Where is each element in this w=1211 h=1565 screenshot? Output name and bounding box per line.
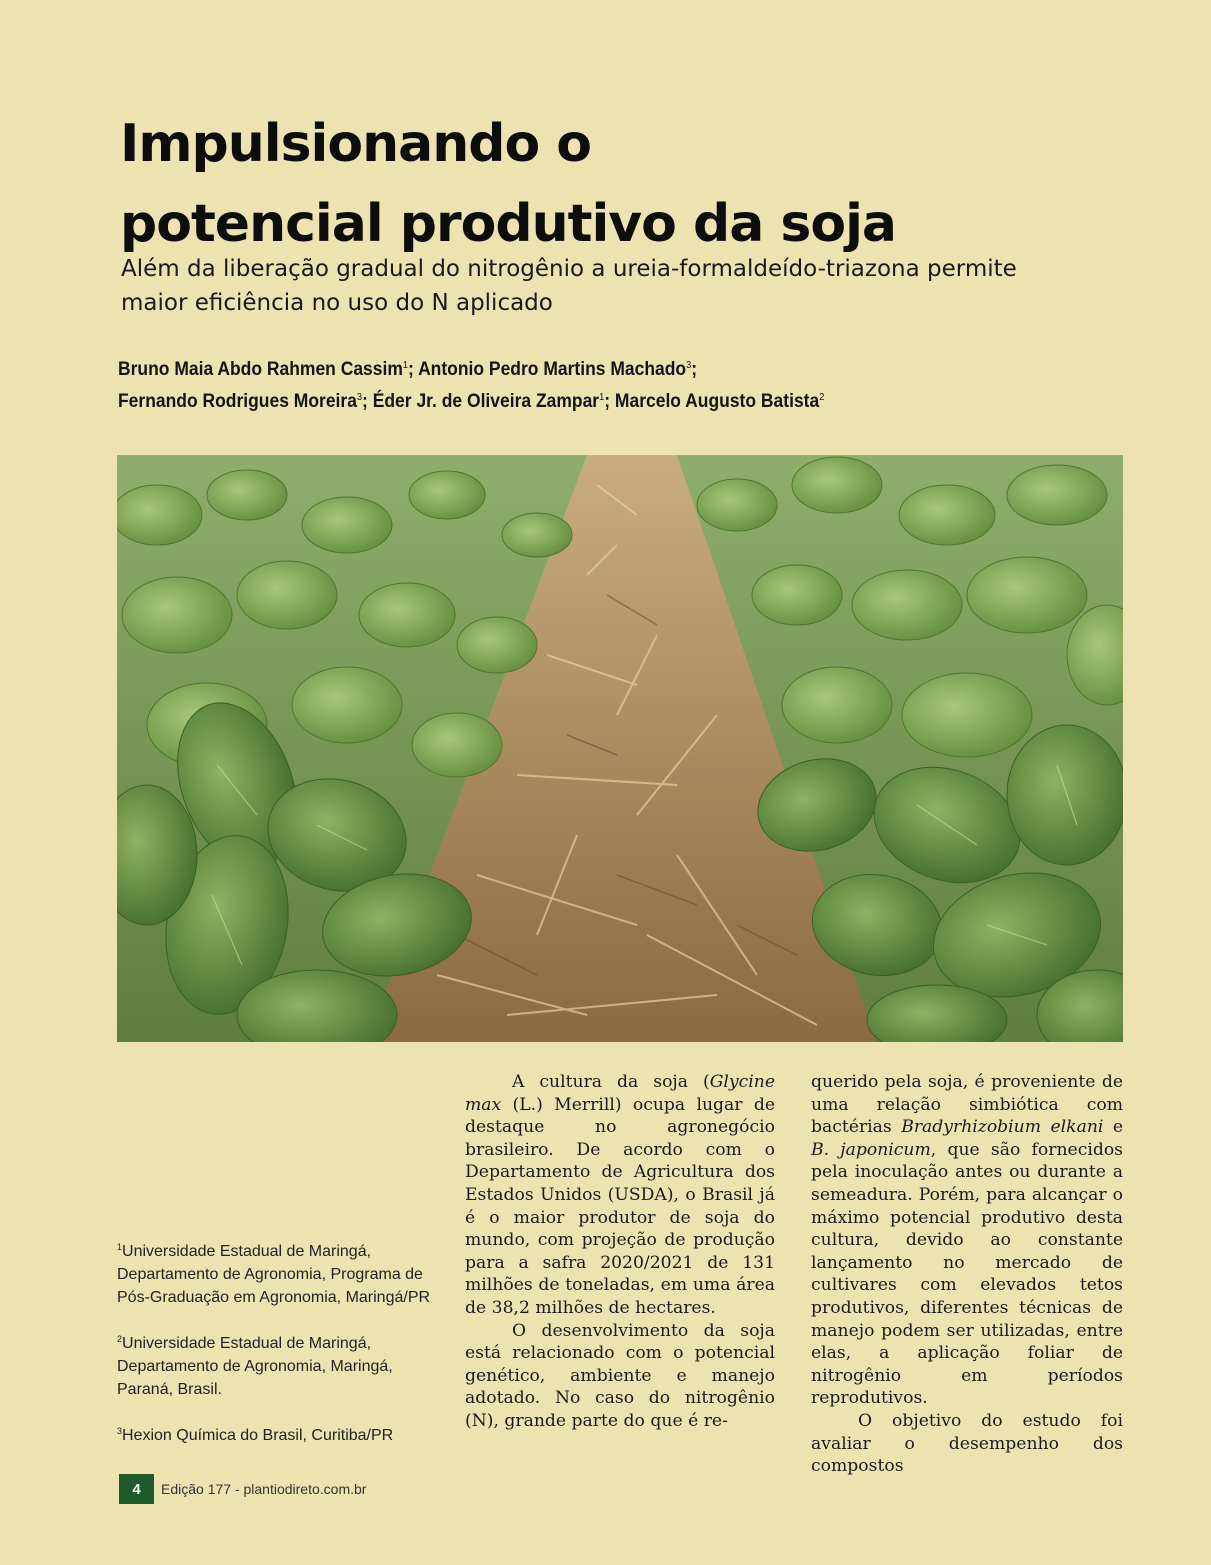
species-name: B. japonicum [811,1139,931,1160]
affiliation-1 [117,1236,447,1309]
author-name: Éder Jr. de Oliveira Zampar [372,391,600,412]
author-line [118,384,1020,416]
author-name: Bruno Maia Abdo Rahmen Cassim [118,359,403,380]
affiliation-line: Hexion Química do Brasil, Curitiba/PR [122,1427,394,1444]
title-line: potencial produtivo da soja [120,194,897,254]
author-ref: 3 [686,360,692,371]
author-name: Antonio Pedro Martins Machado [418,359,687,380]
affiliation-line: Departamento de Agronomia, Programa de [117,1266,423,1283]
affiliation-line: Universidade Estadual de Maringá, [122,1243,372,1260]
affiliation-ref: 2 [117,1334,123,1344]
article-subtitle [121,252,1101,320]
page-number: 4 [119,1474,154,1504]
body-paragraph [465,1071,775,1320]
author-separator: ; [362,391,373,412]
author-list [118,352,1020,416]
body-paragraph: O objetivo do estudo foi avaliar o desempenho dos compostos [811,1410,1123,1477]
page-footer [119,1474,366,1504]
author-name: Fernando Rodrigues Moreira [118,391,357,412]
article-title [120,104,1100,264]
affiliation-ref: 1 [117,1242,123,1252]
affiliation-line: Departamento de Agronomia, Maringá, [117,1358,393,1375]
body-paragraph: O desenvolvimento da soja está relacionado com o potencial genético, ambiente e manejo adotado. No caso do nitrogênio (N), grande parte do que é re- [465,1320,775,1431]
species-name: Glycine max [465,1072,775,1115]
species-name: Bradyrhizobium elkani [901,1117,1104,1138]
affiliation-line: Pós-Graduação em Agronomia, Maringá/PR [117,1289,431,1306]
body-column-1 [465,1071,775,1433]
affiliation-line: Paraná, Brasil. [117,1381,222,1398]
author-ref: 1 [599,392,605,403]
author-line [118,352,1020,384]
text-run: e [1103,1117,1124,1138]
text-run: querido pela soja, é proveniente de uma relação simbiótica com bactérias [811,1072,1123,1138]
subtitle-line: Além da liberação gradual do nitrogênio a ureia-formaldeído-triazona permite [121,256,1017,282]
author-ref: 1 [402,360,409,371]
edition-info: Edição 177 - plantiodireto.com.br [161,1481,367,1497]
author-separator: ; [604,391,615,412]
text-run: (L.) Merrill) ocupa lugar de destaque no agronegócio brasileiro. De acordo com o Departamento de Agricultura dos Estados Unidos (USDA), o Brasil já é o maior produtor de soja do mundo, com projeção de produção para a safra 2020/2021 de 131 milhões de toneladas, em uma área de 38,2 milhões de hectares. [465,1094,775,1318]
author-separator: ; [408,359,419,380]
body-column-2 [811,1071,1123,1478]
title-line: Impulsionando o [120,114,592,174]
author-ref: 3 [356,392,363,403]
body-paragraph [811,1071,1123,1410]
affiliation-line: Universidade Estadual de Maringá, [122,1335,372,1352]
author-name: Marcelo Augusto Batista [614,391,820,412]
affiliation-2 [117,1328,447,1401]
affiliation-ref: 3 [117,1426,123,1436]
subtitle-line: maior eficiência no uso do N aplicado [121,290,553,316]
text-run: A cultura da soja ( [512,1072,710,1092]
text-run: , que são fornecidos pela inoculação antes ou durante a semeadura. Porém, para alcançar o máximo potencial produtivo desta cultura, devido ao constante lançamento no mercado de cultivares com elevados tetos produtivos, diferentes técnicas de manejo podem ser utilizadas, entre elas, a aplicação foliar de nitrogênio em períodos reprodutivos. [811,1139,1123,1409]
author-separator: ; [691,359,698,380]
affiliation-3 [117,1420,447,1447]
affiliations [117,1236,447,1466]
soybean-field-photo [117,455,1123,1042]
author-ref: 2 [819,392,825,403]
